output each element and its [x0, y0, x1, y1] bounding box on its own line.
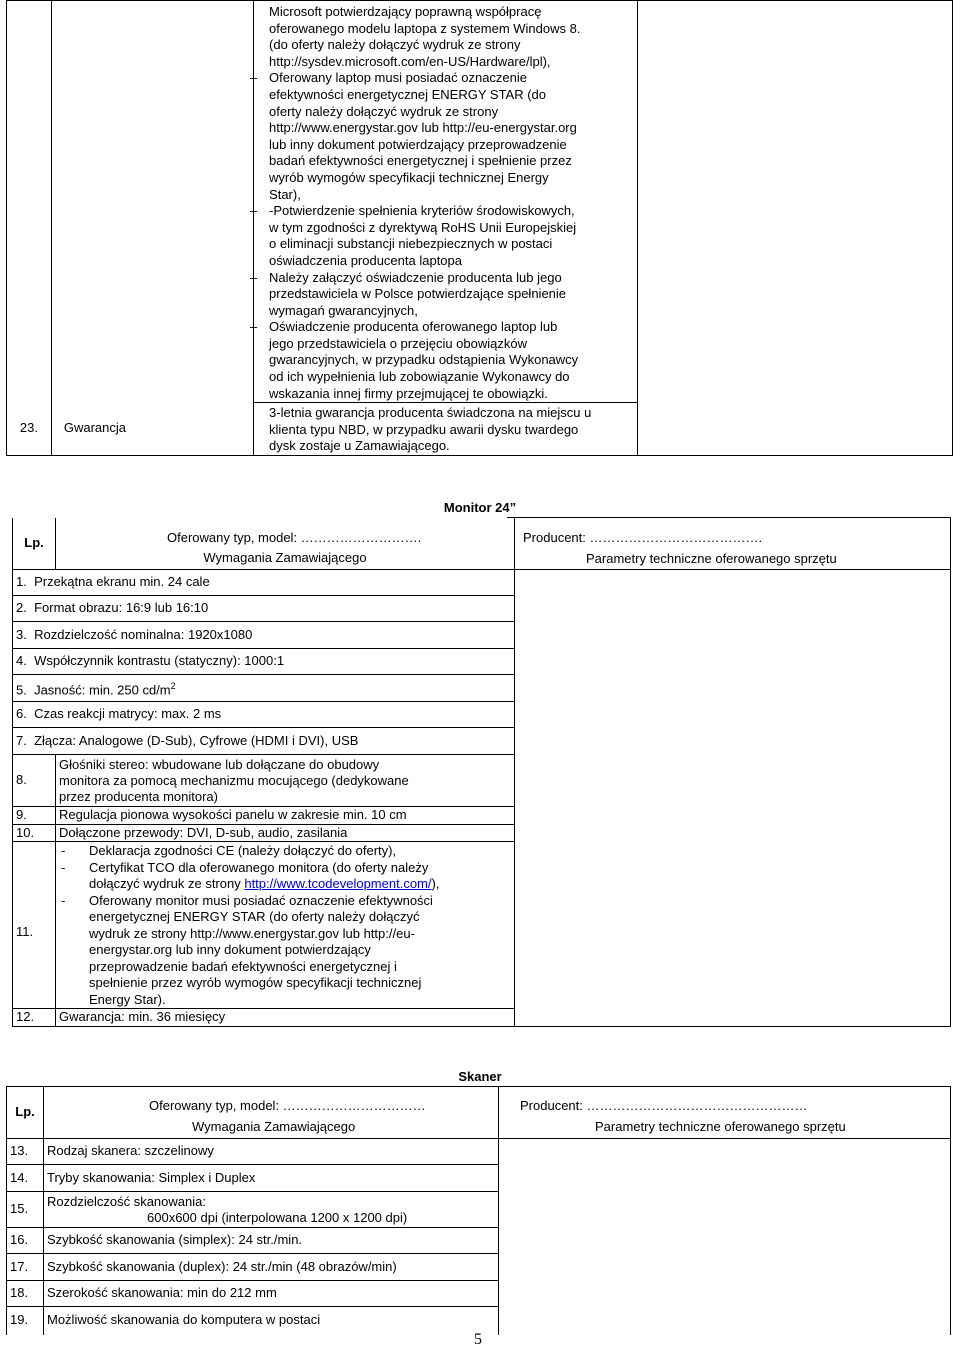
row-text: Szerokość skanowania: min do 212 mm — [44, 1281, 499, 1307]
monitor-title: Monitor 24” — [443, 500, 517, 515]
offered-type[interactable]: Oferowany typ, model: …………………………… — [149, 1098, 426, 1113]
row-number: 15. — [7, 1192, 44, 1228]
lp-label: Lp. — [24, 534, 44, 550]
list-item — [59, 860, 511, 893]
line: przedstawiciela w Polsce potwierdzające spełnienie — [269, 286, 567, 302]
row-text: Rodzaj skanera: szczelinowy — [44, 1139, 499, 1165]
row-number: 12. — [13, 1009, 56, 1027]
tco-link[interactable]: http://www.tcodevelopment.com/ — [244, 876, 432, 892]
warranty-line: dysk zostaje u Zamawiającego. — [269, 438, 450, 454]
line: lub inny dokument potwierdzający przeprowadzenie — [269, 136, 567, 152]
warranty-text — [254, 402, 637, 455]
row-number: 7. — [16, 732, 27, 748]
row-number: 14. — [7, 1165, 44, 1192]
row-text: Czas reakcji matrycy: max. 2 ms — [34, 706, 222, 722]
intro-line: http://sysdev.microsoft.com/en-US/Hardware/lpl), — [269, 53, 551, 69]
line: w tym zgodności z dyrektywą RoHS Unii Europejskiej — [269, 219, 577, 235]
row-text: Format obrazu: 16:9 lub 16:10 — [34, 600, 209, 616]
intro-line: oferowanego modelu laptopa z systemem Windows 8. — [269, 20, 581, 36]
line: Głośniki stereo: wbudowane lub dołączane do obudowy — [59, 756, 380, 772]
row-text: Przekątna ekranu min. 24 cale — [34, 574, 210, 590]
table-row — [13, 570, 951, 596]
requirements-header — [56, 518, 515, 570]
warranty-line: 3-letnia gwarancja producenta świadczona na miejscu u — [269, 405, 592, 421]
row-text — [56, 842, 515, 1009]
requirements-header — [44, 1087, 499, 1139]
line: Star), — [269, 186, 301, 202]
line: oferty należy dołączyć wydruk ze strony — [269, 103, 499, 119]
row-text — [56, 755, 515, 807]
row-text — [44, 1192, 499, 1228]
line: energystar.org lub inny dokument potwierdzający — [89, 942, 371, 958]
line: efektywności energetycznej ENERGY STAR (do — [269, 86, 546, 102]
row-number: 2. — [16, 600, 27, 616]
list-item — [59, 893, 511, 1009]
line: energetycznej ENERGY STAR (do oferty należy dołączyć — [89, 909, 420, 925]
requirements-label: Wymagania Zamawiającego — [203, 550, 367, 566]
params-input-area[interactable] — [515, 570, 951, 1027]
page-number: 5 — [474, 1331, 482, 1348]
line: oświadczenia producenta laptopa — [269, 252, 462, 268]
params-label: Parametry techniczne oferowanego sprzętu — [586, 550, 837, 566]
row-text: Możliwość skanowania do komputera w postaci — [44, 1307, 499, 1335]
line: gwarancyjnych, w przypadku odstąpienia Wykonawcy — [269, 352, 579, 368]
row-text: Regulacja pionowa wysokości panelu w zakresie min. 10 cm — [56, 807, 515, 825]
row-number: 17. — [7, 1254, 44, 1281]
row-number: 19. — [7, 1307, 44, 1335]
row-text: Szybkość skanowania (duplex): 24 str./min (48 obrazów/min) — [44, 1254, 499, 1281]
monitor-table — [12, 517, 951, 1027]
intro-line: (do oferty należy dołączyć wydruk ze strony — [269, 37, 521, 53]
row-number-cell — [7, 1, 52, 456]
row-label: Gwarancja — [63, 420, 126, 436]
line: http://www.energystar.gov lub http://eu-energystar.org — [269, 120, 577, 136]
params-input-area[interactable] — [499, 1139, 951, 1335]
row-label-cell — [51, 1, 253, 456]
requirements-cell — [254, 1, 638, 456]
requirement-rohs — [250, 203, 637, 269]
line: - Oferowany monitor musi posiadać oznaczenie efektywności — [89, 892, 433, 908]
offered-type[interactable]: Oferowany typ, model: ………………………. — [167, 529, 422, 545]
lp-header — [13, 518, 56, 570]
scanner-table — [6, 1086, 951, 1335]
line: wskazania innej firmy przejmującej te obowiązki. — [269, 385, 548, 401]
line: monitora za pomocą mechanizmu mocującego (dedykowane — [59, 772, 409, 788]
lp-label: Lp. — [15, 1104, 35, 1120]
line — [89, 876, 511, 893]
line: od ich wypełnienia lub zobowiązanie Wykonawcy do — [269, 369, 570, 385]
lp-header — [7, 1087, 44, 1139]
row-number: 10. — [13, 824, 56, 842]
line: – Należy załączyć oświadczenie producenta lub jego — [269, 269, 562, 285]
line: spełnienie przez wyrób wymogów specyfikacji technicznej — [89, 975, 422, 991]
params-label: Parametry techniczne oferowanego sprzętu — [595, 1118, 846, 1134]
row-number: 16. — [7, 1228, 44, 1254]
producer[interactable]: Producent: …………………………………………… — [520, 1098, 808, 1113]
producer[interactable]: Producent: …………………………………. — [523, 530, 763, 545]
requirements-list — [250, 70, 637, 402]
line: 600x600 dpi (interpolowana 1200 x 1200 dpi) — [147, 1209, 408, 1225]
line: o eliminacji substancji niebezpiecznych w postaci — [269, 236, 553, 252]
row-number: 4. — [16, 653, 27, 669]
row-number: 8. — [13, 755, 56, 807]
row-text: Współczynnik kontrastu (statyczny): 1000:1 — [34, 653, 285, 669]
line: Energy Star). — [89, 991, 166, 1007]
row-text: Rozdzielczość nominalna: 1920x1080 — [34, 626, 253, 642]
row-text: Złącza: Analogowe (D-Sub), Cyfrowe (HDMI i DVI), USB — [34, 732, 359, 748]
row-text: Gwarancja: min. 36 miesięcy — [56, 1009, 515, 1027]
row-text: Szybkość skanowania (simplex): 24 str./min. — [44, 1228, 499, 1254]
line: – Oświadczenie producenta oferowanego laptop lub — [269, 319, 558, 335]
row-text: Jasność: min. 250 cd/m — [34, 681, 171, 697]
line: wydruk ze strony http://www.energystar.gov lub http://eu- — [89, 925, 415, 941]
line-part: ), — [431, 876, 440, 892]
line: badań efektywności energetycznej i spełnienie przez — [269, 153, 572, 169]
requirement-warranty-statement — [250, 270, 637, 320]
line: – -Potwierdzenie spełnienia kryteriów środowiskowych, — [269, 203, 575, 219]
requirements-label: Wymagania Zamawiającego — [192, 1118, 356, 1134]
warranty-line: klienta typu NBD, w przypadku awarii dysku twardego — [269, 421, 579, 437]
params-header — [515, 518, 951, 570]
row-number: 3. — [16, 626, 27, 642]
offer-cell[interactable] — [638, 1, 953, 456]
line-part: dołączyć wydruk ze strony — [89, 876, 245, 892]
list-item — [59, 843, 511, 860]
row-number: 11. — [13, 842, 56, 1009]
warranty-table — [6, 0, 953, 456]
row-text: Dołączone przewody: DVI, D-sub, audio, zasilania — [56, 824, 515, 842]
row-number: 1. — [16, 574, 27, 590]
row-number: 6. — [16, 706, 27, 722]
line: przeprowadzenie badań efektywności energetycznej i — [89, 958, 397, 974]
row-text: Tryby skanowania: Simplex i Duplex — [44, 1165, 499, 1192]
params-header — [499, 1087, 951, 1139]
requirement-energy-star — [250, 70, 637, 203]
row-number: 23. — [19, 420, 38, 436]
superscript: 2 — [170, 680, 176, 691]
intro-line: Microsoft potwierdzający poprawną współpracę — [269, 4, 542, 19]
line: wymagań gwarancyjnych, — [269, 302, 418, 318]
line: Rozdzielczość skanowania: — [47, 1193, 206, 1209]
line: jego przedstawiciela o przejęciu obowiązków — [269, 335, 527, 351]
row-number: 18. — [7, 1281, 44, 1307]
row-number: 5. — [16, 681, 27, 697]
requirement-warranty-takeover — [250, 319, 637, 402]
row-number: 9. — [13, 807, 56, 825]
line: Deklaracja zgodności CE (należy dołączyć do oferty), — [89, 843, 397, 859]
intro-text — [269, 4, 637, 70]
line: wyrób wymogów specyfikacji technicznej Energy — [269, 169, 549, 185]
row-number: 13. — [7, 1139, 44, 1165]
line: przez producenta monitora) — [59, 788, 218, 804]
line: - Certyfikat TCO dla oferowanego monitora (do oferty należy — [89, 859, 429, 875]
line: – Oferowany laptop musi posiadać oznaczenie — [269, 70, 528, 86]
table-row — [7, 1139, 951, 1165]
scanner-title: Skaner — [458, 1069, 502, 1084]
